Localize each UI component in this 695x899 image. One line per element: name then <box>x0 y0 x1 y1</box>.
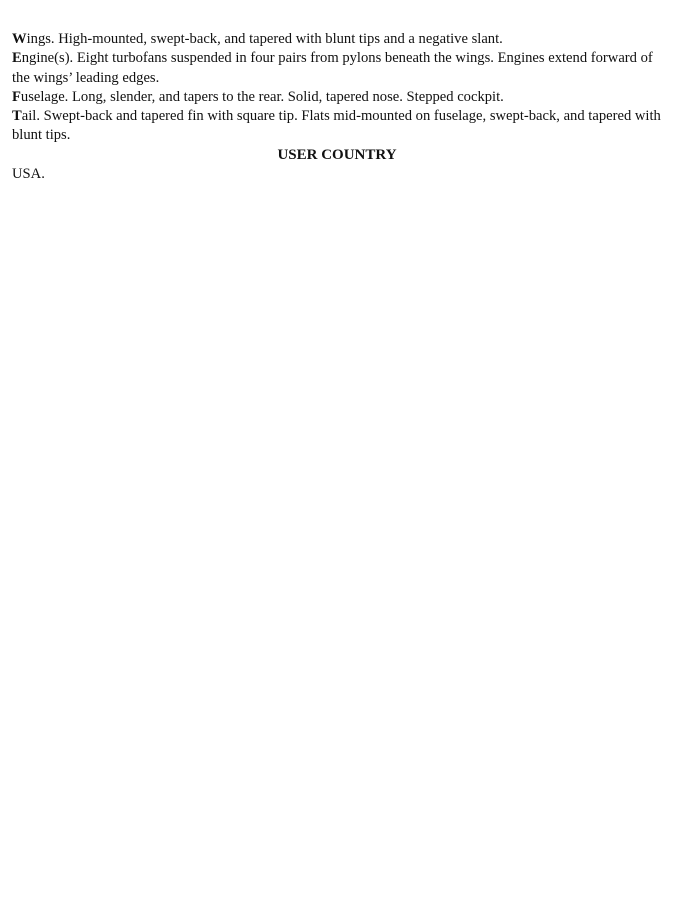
tail-text: ail. Swept-back and tapered fin with square tip. Flats mid-mounted on fuselage, swept-back, and tapered with blunt tips. <box>12 108 661 144</box>
tail-paragraph <box>12 107 662 146</box>
fuselage-text: uselage. Long, slender, and tapers to the rear. Solid, tapered nose. Stepped cockpit. <box>20 88 504 105</box>
fuselage-paragraph <box>12 88 662 107</box>
fuselage-initial: F <box>12 88 21 105</box>
wings-text: ings. High-mounted, swept-back, and tapered with blunt tips and a negative slant. <box>26 31 503 47</box>
user-country-value: USA. <box>12 166 45 183</box>
engines-initial: E <box>12 50 22 67</box>
engines-paragraph <box>12 49 662 88</box>
wings-paragraph <box>12 30 662 49</box>
engines-text: ngine(s). Eight turbofans suspended in four pairs from pylons beneath the wings. Engines extend forward of the wings’ leading edges. <box>12 50 653 86</box>
user-country-heading: USER COUNTRY <box>277 146 397 163</box>
document-page <box>12 30 662 184</box>
tail-initial: T <box>12 108 22 125</box>
wings-initial: W <box>12 31 27 47</box>
